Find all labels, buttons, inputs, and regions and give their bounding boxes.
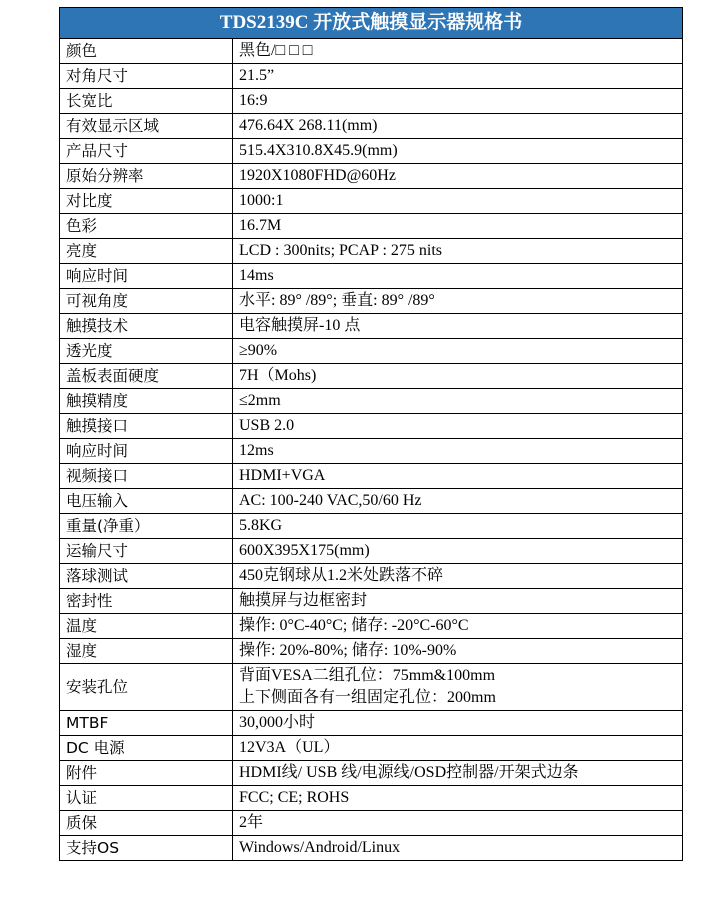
spec-value: 12V3A（UL） xyxy=(233,736,683,761)
spec-label: 触摸接口 xyxy=(60,414,233,439)
spec-table xyxy=(59,7,683,861)
spec-row xyxy=(60,389,683,414)
spec-label: 长宽比 xyxy=(60,89,233,114)
spec-value: FCC; CE; ROHS xyxy=(233,786,683,811)
spec-label: 亮度 xyxy=(60,239,233,264)
spec-value: 7H（Mohs) xyxy=(233,364,683,389)
spec-row xyxy=(60,289,683,314)
spec-label: 安装孔位 xyxy=(60,664,233,711)
spec-value: 30,000小时 xyxy=(233,711,683,736)
spec-value: 14ms xyxy=(233,264,683,289)
spec-row xyxy=(60,414,683,439)
spec-value: 1920X1080FHD@60Hz xyxy=(233,164,683,189)
spec-label: DC 电源 xyxy=(60,736,233,761)
spec-label: 对比度 xyxy=(60,189,233,214)
spec-value: 操作: 20%-80%; 储存: 10%-90% xyxy=(233,639,683,664)
spec-row xyxy=(60,439,683,464)
spec-row xyxy=(60,589,683,614)
spec-row xyxy=(60,114,683,139)
spec-value: 450克钢球从1.2米处跌落不碎 xyxy=(233,564,683,589)
spec-row xyxy=(60,786,683,811)
spec-label: 质保 xyxy=(60,811,233,836)
spec-value: 21.5” xyxy=(233,64,683,89)
spec-value-line-1: 背面VESA二组孔位：75mm&100mm xyxy=(239,667,496,684)
spec-row xyxy=(60,564,683,589)
spec-value: LCD : 300nits; PCAP : 275 nits xyxy=(233,239,683,264)
spec-row xyxy=(60,811,683,836)
spec-value: 电容触摸屏-10 点 xyxy=(233,314,683,339)
spec-value: ≤2mm xyxy=(233,389,683,414)
spec-label: 支持OS xyxy=(60,836,233,861)
spec-row xyxy=(60,189,683,214)
spec-label: 盖板表面硬度 xyxy=(60,364,233,389)
spec-label: 温度 xyxy=(60,614,233,639)
spec-row xyxy=(60,489,683,514)
spec-value: HDMI+VGA xyxy=(233,464,683,489)
spec-label: 产品尺寸 xyxy=(60,139,233,164)
spec-value: 600X395X175(mm) xyxy=(233,539,683,564)
spec-row xyxy=(60,761,683,786)
spec-row xyxy=(60,464,683,489)
spec-label: MTBF xyxy=(60,711,233,736)
spec-label: 落球测试 xyxy=(60,564,233,589)
spec-value: Windows/Android/Linux xyxy=(233,836,683,861)
spec-label: 颜色 xyxy=(60,39,233,64)
spec-value: 2年 xyxy=(233,811,683,836)
spec-label: 响应时间 xyxy=(60,439,233,464)
spec-label: 可视角度 xyxy=(60,289,233,314)
spec-label: 有效显示区域 xyxy=(60,114,233,139)
spec-row xyxy=(60,539,683,564)
spec-row xyxy=(60,614,683,639)
spec-label: 运输尺寸 xyxy=(60,539,233,564)
spec-label: 密封性 xyxy=(60,589,233,614)
spec-value: ≥90% xyxy=(233,339,683,364)
spec-row xyxy=(60,711,683,736)
spec-title: TDS2139C 开放式触摸显示器规格书 xyxy=(60,8,683,39)
spec-label: 认证 xyxy=(60,786,233,811)
spec-row xyxy=(60,214,683,239)
spec-value: 5.8KG xyxy=(233,514,683,539)
spec-row xyxy=(60,639,683,664)
spec-label: 电压输入 xyxy=(60,489,233,514)
spec-row xyxy=(60,736,683,761)
spec-value: 16.7M xyxy=(233,214,683,239)
spec-value: 1000:1 xyxy=(233,189,683,214)
spec-label: 色彩 xyxy=(60,214,233,239)
spec-row xyxy=(60,39,683,64)
spec-value: 触摸屏与边框密封 xyxy=(233,589,683,614)
spec-row xyxy=(60,89,683,114)
spec-value: AC: 100-240 VAC,50/60 Hz xyxy=(233,489,683,514)
spec-row xyxy=(60,836,683,861)
spec-value: 操作: 0°C-40°C; 储存: -20°C-60°C xyxy=(233,614,683,639)
spec-value: 12ms xyxy=(233,439,683,464)
spec-value: HDMI线/ USB 线/电源线/OSD控制器/开架式边条 xyxy=(233,761,683,786)
spec-row xyxy=(60,64,683,89)
spec-row xyxy=(60,164,683,189)
spec-value xyxy=(233,664,683,711)
spec-value: 476.64X 268.11(mm) xyxy=(233,114,683,139)
spec-label: 湿度 xyxy=(60,639,233,664)
spec-row xyxy=(60,364,683,389)
title-row xyxy=(60,8,683,39)
spec-body xyxy=(60,39,683,861)
spec-row xyxy=(60,264,683,289)
spec-row xyxy=(60,339,683,364)
spec-row xyxy=(60,139,683,164)
spec-row xyxy=(60,514,683,539)
spec-label: 触摸精度 xyxy=(60,389,233,414)
spec-value-line-2: 上下侧面各有一组固定孔位：200mm xyxy=(239,689,496,706)
spec-label: 响应时间 xyxy=(60,264,233,289)
spec-row xyxy=(60,664,683,711)
spec-label: 视频接口 xyxy=(60,464,233,489)
spec-label: 对角尺寸 xyxy=(60,64,233,89)
spec-label: 透光度 xyxy=(60,339,233,364)
spec-row xyxy=(60,314,683,339)
spec-value: 515.4X310.8X45.9(mm) xyxy=(233,139,683,164)
spec-value: USB 2.0 xyxy=(233,414,683,439)
spec-label: 附件 xyxy=(60,761,233,786)
spec-label: 原始分辨率 xyxy=(60,164,233,189)
spec-value: 16:9 xyxy=(233,89,683,114)
spec-label: 重量(净重） xyxy=(60,514,233,539)
spec-value: 黑色/□ □ □ xyxy=(233,39,683,64)
spec-value: 水平: 89° /89°; 垂直: 89° /89° xyxy=(233,289,683,314)
spec-row xyxy=(60,239,683,264)
spec-label: 触摸技术 xyxy=(60,314,233,339)
